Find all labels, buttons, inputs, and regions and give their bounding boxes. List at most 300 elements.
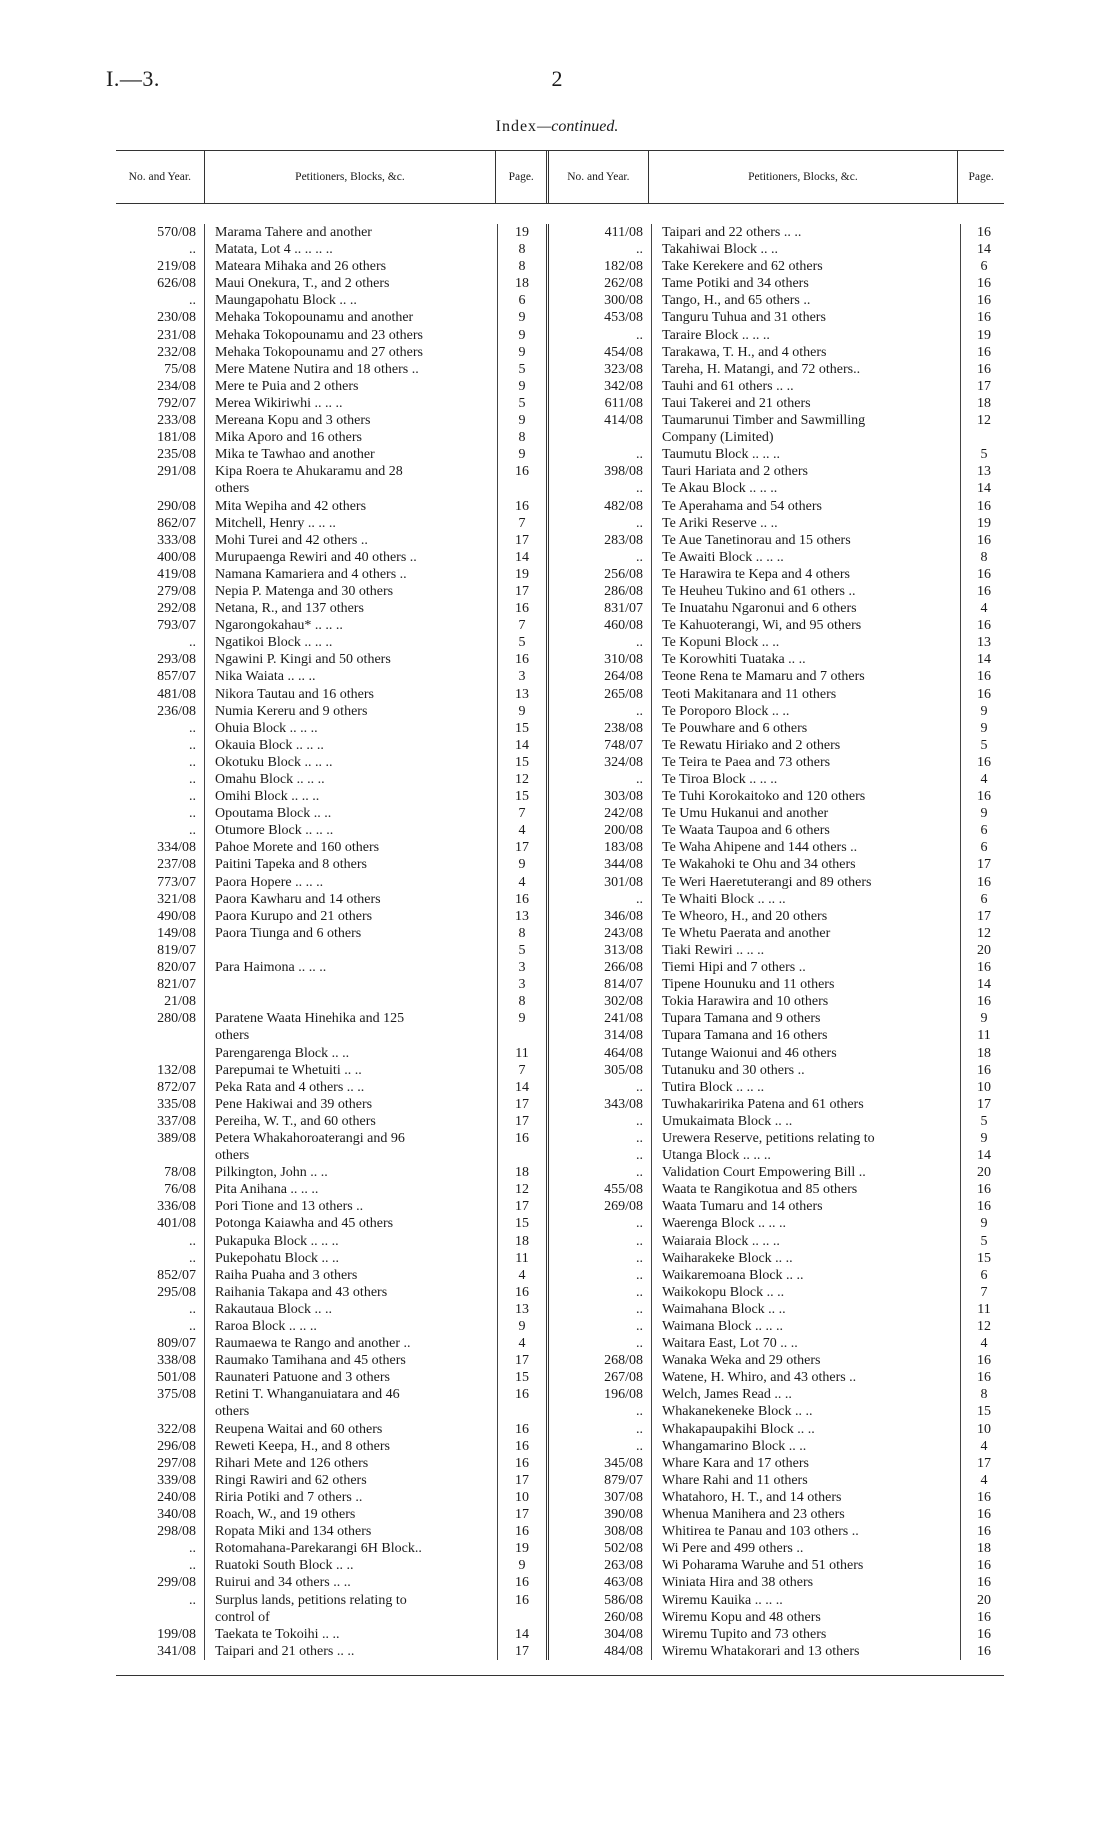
entry-text: Take Kerekere and 62 others bbox=[651, 258, 960, 275]
index-row bbox=[549, 395, 1007, 412]
entry-number: 862/07 bbox=[157, 515, 196, 531]
entry-text: Rotomahana-Parekarangi 6H Block.. bbox=[204, 1540, 497, 1557]
entry-number: 490/08 bbox=[157, 908, 196, 924]
header-page-right: Page. bbox=[957, 151, 1004, 203]
entry-number: .. bbox=[189, 1233, 196, 1249]
entry-number: 231/08 bbox=[157, 327, 196, 343]
entry-page: 9 bbox=[497, 1010, 546, 1027]
entry-text: Omihi Block .. .. .. bbox=[204, 788, 497, 805]
entry-number: 264/08 bbox=[604, 669, 643, 685]
entry-number: 290/08 bbox=[157, 498, 196, 514]
entry-number bbox=[549, 429, 651, 446]
entry-page: 17 bbox=[497, 839, 546, 856]
entry-number: .. bbox=[636, 772, 643, 787]
entry-text: Welch, James Read .. .. bbox=[651, 1386, 960, 1403]
entry-page: 16 bbox=[960, 344, 1007, 361]
entry-number: .. bbox=[636, 1336, 643, 1352]
entry-page: 14 bbox=[960, 241, 1007, 258]
index-row bbox=[549, 566, 1007, 583]
index-row bbox=[549, 1438, 1007, 1455]
entry-page: 14 bbox=[497, 1626, 546, 1643]
index-row bbox=[549, 429, 1007, 446]
entry-number: .. bbox=[636, 1438, 643, 1454]
entry-number: 310/08 bbox=[604, 652, 643, 668]
entry-text: Tame Potiki and 34 others bbox=[651, 275, 960, 292]
index-row bbox=[549, 856, 1007, 873]
index-row bbox=[116, 1233, 546, 1250]
entry-text: Okotuku Block .. .. .. bbox=[204, 754, 497, 771]
entry-number: 241/08 bbox=[604, 1011, 643, 1027]
index-row bbox=[116, 959, 546, 976]
entry-text: Te Kopuni Block .. .. bbox=[651, 634, 960, 651]
entry-page: 6 bbox=[960, 891, 1007, 908]
entry-page: 20 bbox=[960, 1164, 1007, 1181]
index-row bbox=[116, 378, 546, 395]
index-row bbox=[116, 1318, 546, 1335]
entry-text: Wiremu Tupito and 73 others bbox=[651, 1626, 960, 1643]
index-row bbox=[116, 771, 546, 788]
entry-page: 13 bbox=[497, 1301, 546, 1318]
entry-number: 337/08 bbox=[157, 1113, 196, 1129]
entry-text: Tutanuku and 30 others .. bbox=[651, 1062, 960, 1079]
entry-text: Maui Onekura, T., and 2 others bbox=[204, 275, 497, 292]
entry-number: 819/07 bbox=[157, 942, 196, 958]
index-row bbox=[549, 412, 1007, 429]
entry-text: Whare Kara and 17 others bbox=[651, 1455, 960, 1472]
index-row bbox=[116, 1403, 546, 1420]
entry-text: Matata, Lot 4 .. .. .. .. bbox=[204, 241, 497, 258]
index-row bbox=[549, 327, 1007, 344]
entry-page: 16 bbox=[497, 1592, 546, 1609]
entry-page: 9 bbox=[497, 1557, 546, 1574]
index-row bbox=[549, 839, 1007, 856]
entry-number: 501/08 bbox=[157, 1370, 196, 1386]
index-row bbox=[549, 737, 1007, 754]
index-row bbox=[116, 1421, 546, 1438]
entry-number: 586/08 bbox=[604, 1592, 643, 1608]
entry-number bbox=[116, 1609, 204, 1626]
entry-number: 345/08 bbox=[604, 1455, 643, 1471]
entry-text: Whitirea te Panau and 103 others .. bbox=[651, 1523, 960, 1540]
entry-number: 454/08 bbox=[604, 344, 643, 360]
entry-page: 9 bbox=[497, 378, 546, 395]
index-row bbox=[116, 1164, 546, 1181]
entry-number: 268/08 bbox=[604, 1353, 643, 1369]
entry-page: 16 bbox=[960, 1489, 1007, 1506]
index-row bbox=[116, 634, 546, 651]
entry-number: 814/07 bbox=[604, 977, 643, 993]
entry-text: Paora Tiunga and 6 others bbox=[204, 925, 497, 942]
entry-text: Retini T. Whanganuiatara and 46 bbox=[204, 1386, 497, 1403]
entry-text: Pukapuka Block .. .. .. bbox=[204, 1233, 497, 1250]
index-row bbox=[549, 1027, 1007, 1044]
index-row bbox=[116, 1335, 546, 1352]
entry-page: 18 bbox=[497, 1164, 546, 1181]
entry-page: 9 bbox=[960, 1010, 1007, 1027]
entry-text: Mika Aporo and 16 others bbox=[204, 429, 497, 446]
entry-number: 283/08 bbox=[604, 532, 643, 548]
entry-text: others bbox=[204, 1403, 497, 1420]
entry-number: 414/08 bbox=[604, 413, 643, 429]
index-row bbox=[549, 1181, 1007, 1198]
index-row bbox=[549, 1352, 1007, 1369]
index-row bbox=[116, 600, 546, 617]
entry-number: 482/08 bbox=[604, 498, 643, 514]
entry-text: Tarakawa, T. H., and 4 others bbox=[651, 344, 960, 361]
entry-number: .. bbox=[189, 1558, 196, 1574]
index-row bbox=[549, 1267, 1007, 1284]
index-row bbox=[549, 1062, 1007, 1079]
index-row bbox=[116, 446, 546, 463]
entry-page: 12 bbox=[960, 1318, 1007, 1335]
entry-number: .. bbox=[636, 635, 643, 651]
index-row bbox=[116, 344, 546, 361]
entry-text: Whare Rahi and 11 others bbox=[651, 1472, 960, 1489]
entry-page: 11 bbox=[960, 1301, 1007, 1318]
entry-number: 302/08 bbox=[604, 994, 643, 1010]
entry-text: Ringi Rawiri and 62 others bbox=[204, 1472, 497, 1489]
entry-page: 16 bbox=[497, 1130, 546, 1147]
index-row bbox=[549, 1113, 1007, 1130]
page-title bbox=[0, 118, 1114, 136]
entry-page: 9 bbox=[497, 1318, 546, 1335]
entry-number: 265/08 bbox=[604, 686, 643, 702]
entry-page: 16 bbox=[497, 891, 546, 908]
entry-text: Para Haimona .. .. .. bbox=[204, 959, 497, 976]
index-row bbox=[116, 361, 546, 378]
entry-page: 18 bbox=[497, 1233, 546, 1250]
entry-number: .. bbox=[189, 1319, 196, 1334]
entry-number: 132/08 bbox=[157, 1062, 196, 1078]
entry-text: Mere Matene Nutira and 18 others .. bbox=[204, 361, 497, 378]
entry-number: 237/08 bbox=[157, 857, 196, 873]
entry-number: 305/08 bbox=[604, 1062, 643, 1078]
entry-number: 334/08 bbox=[157, 840, 196, 856]
entry-number: 820/07 bbox=[157, 960, 196, 976]
entry-text: Tauri Hariata and 2 others bbox=[651, 463, 960, 480]
entry-page: 16 bbox=[960, 275, 1007, 292]
entry-page: 16 bbox=[497, 600, 546, 617]
entry-number: 626/08 bbox=[157, 276, 196, 292]
index-row bbox=[116, 1438, 546, 1455]
entry-page: 16 bbox=[960, 1198, 1007, 1215]
entry-number: 455/08 bbox=[604, 1182, 643, 1198]
entry-text bbox=[204, 993, 497, 1010]
entry-text: Pereiha, W. T., and 60 others bbox=[204, 1113, 497, 1130]
entry-number: 460/08 bbox=[604, 618, 643, 634]
index-row bbox=[549, 309, 1007, 326]
entry-text: Winiata Hira and 38 others bbox=[651, 1574, 960, 1591]
entry-text: Tupara Tamana and 9 others bbox=[651, 1010, 960, 1027]
entry-page: 18 bbox=[960, 1045, 1007, 1062]
index-table bbox=[116, 150, 1004, 1660]
entry-text: Te Inuatahu Ngaronui and 6 others bbox=[651, 600, 960, 617]
index-row bbox=[549, 668, 1007, 685]
index-row bbox=[549, 891, 1007, 908]
entry-page: 9 bbox=[497, 703, 546, 720]
entry-text: Rihari Mete and 126 others bbox=[204, 1455, 497, 1472]
entry-text: Taipari and 21 others .. .. bbox=[204, 1643, 497, 1660]
entry-number bbox=[116, 1027, 204, 1044]
title-prefix: Index bbox=[495, 118, 538, 135]
index-row bbox=[549, 224, 1007, 241]
entry-page: 9 bbox=[497, 327, 546, 344]
entry-number: 339/08 bbox=[157, 1472, 196, 1488]
index-row bbox=[549, 720, 1007, 737]
entry-number: 235/08 bbox=[157, 447, 196, 463]
index-row bbox=[549, 1574, 1007, 1591]
entry-text: Wanaka Weka and 29 others bbox=[651, 1352, 960, 1369]
entry-page: 17 bbox=[497, 1472, 546, 1489]
entry-number: 336/08 bbox=[157, 1199, 196, 1215]
entry-number: 297/08 bbox=[157, 1455, 196, 1471]
entry-number: .. bbox=[189, 293, 196, 309]
index-row bbox=[549, 583, 1007, 600]
index-row bbox=[116, 498, 546, 515]
entry-page: 4 bbox=[497, 1335, 546, 1352]
entry-number: 304/08 bbox=[604, 1626, 643, 1642]
entry-page: 6 bbox=[960, 1267, 1007, 1284]
index-row bbox=[116, 686, 546, 703]
page-number: 2 bbox=[551, 66, 563, 91]
entry-page: 8 bbox=[960, 1386, 1007, 1403]
index-row bbox=[116, 1250, 546, 1267]
entry-text: Netana, R., and 137 others bbox=[204, 600, 497, 617]
entry-number: .. bbox=[636, 515, 643, 531]
entry-number: 280/08 bbox=[157, 1011, 196, 1027]
entry-number: 300/08 bbox=[604, 293, 643, 309]
index-row bbox=[116, 412, 546, 429]
entry-number: .. bbox=[636, 1233, 643, 1249]
entry-text: Watene, H. Whiro, and 43 others .. bbox=[651, 1369, 960, 1386]
index-row bbox=[116, 429, 546, 446]
index-row bbox=[549, 1096, 1007, 1113]
entry-page: 9 bbox=[497, 446, 546, 463]
entry-page: 3 bbox=[497, 668, 546, 685]
index-row bbox=[116, 1096, 546, 1113]
entry-page: 16 bbox=[960, 874, 1007, 891]
entry-text: Te Waha Ahipene and 144 others .. bbox=[651, 839, 960, 856]
entry-page: 11 bbox=[497, 1250, 546, 1267]
entry-number: 219/08 bbox=[157, 259, 196, 275]
entry-number: 243/08 bbox=[604, 925, 643, 941]
index-row bbox=[116, 566, 546, 583]
entry-text: Wi Poharama Waruhe and 51 others bbox=[651, 1557, 960, 1574]
entry-text: Wi Pere and 499 others .. bbox=[651, 1540, 960, 1557]
entry-text: Mika te Tawhao and another bbox=[204, 446, 497, 463]
index-row bbox=[549, 1609, 1007, 1626]
entry-number: 230/08 bbox=[157, 310, 196, 326]
index-row bbox=[549, 361, 1007, 378]
entry-page: 16 bbox=[960, 566, 1007, 583]
index-row bbox=[116, 258, 546, 275]
entry-text: Teoti Makitanara and 11 others bbox=[651, 686, 960, 703]
entry-page: 17 bbox=[960, 856, 1007, 873]
entry-text: Tuwhakaririka Patena and 61 others bbox=[651, 1096, 960, 1113]
entry-page: 4 bbox=[960, 1438, 1007, 1455]
entry-page: 16 bbox=[960, 309, 1007, 326]
entry-page: 16 bbox=[960, 754, 1007, 771]
index-row bbox=[116, 993, 546, 1010]
index-row bbox=[116, 515, 546, 532]
entry-text: Omahu Block .. .. .. bbox=[204, 771, 497, 788]
index-row bbox=[549, 344, 1007, 361]
index-row bbox=[116, 241, 546, 258]
entry-number: 748/07 bbox=[604, 737, 643, 753]
entry-text: Te Tuhi Korokaitoko and 120 others bbox=[651, 788, 960, 805]
header-no-year-left: No. and Year. bbox=[128, 171, 191, 183]
entry-page: 11 bbox=[960, 1027, 1007, 1044]
index-row bbox=[549, 617, 1007, 634]
entry-page: 9 bbox=[960, 703, 1007, 720]
index-row bbox=[549, 976, 1007, 993]
entry-number: .. bbox=[189, 1301, 196, 1317]
entry-text: Okauia Block .. .. .. bbox=[204, 737, 497, 754]
entry-number: 390/08 bbox=[604, 1507, 643, 1523]
entry-text: Tiaki Rewiri .. .. .. bbox=[651, 942, 960, 959]
entry-number: 484/08 bbox=[604, 1643, 643, 1659]
entry-text: Wiremu Kopu and 48 others bbox=[651, 1609, 960, 1626]
entry-page: 16 bbox=[960, 1352, 1007, 1369]
entry-page: 11 bbox=[497, 1045, 546, 1062]
index-column-left bbox=[116, 224, 546, 1660]
entry-page: 16 bbox=[960, 224, 1007, 241]
entry-text: Taipari and 22 others .. .. bbox=[651, 224, 960, 241]
entry-text: Te Akau Block .. .. .. bbox=[651, 480, 960, 497]
index-row bbox=[549, 1643, 1007, 1660]
entry-page: 17 bbox=[497, 1113, 546, 1130]
index-row bbox=[549, 275, 1007, 292]
index-row bbox=[549, 805, 1007, 822]
entry-page: 13 bbox=[497, 686, 546, 703]
entry-number: 240/08 bbox=[157, 1489, 196, 1505]
index-row bbox=[116, 532, 546, 549]
entry-text bbox=[204, 942, 497, 959]
entry-text: Raunateri Patuone and 3 others bbox=[204, 1369, 497, 1386]
entry-number: .. bbox=[189, 1592, 196, 1608]
index-row bbox=[549, 703, 1007, 720]
entry-number: 296/08 bbox=[157, 1438, 196, 1454]
entry-text: Ngarongokahau* .. .. .. bbox=[204, 617, 497, 634]
entry-text: Takahiwai Block .. .. bbox=[651, 241, 960, 258]
entry-text: Tutira Block .. .. .. bbox=[651, 1079, 960, 1096]
index-row bbox=[549, 1403, 1007, 1420]
entry-text: Waikokopu Block .. .. bbox=[651, 1284, 960, 1301]
entry-text: Ngatikoi Block .. .. .. bbox=[204, 634, 497, 651]
entry-number: 149/08 bbox=[157, 925, 196, 941]
entry-number: .. bbox=[636, 1421, 643, 1437]
entry-text: Waata Tumaru and 14 others bbox=[651, 1198, 960, 1215]
entry-text: Te Weri Haeretuterangi and 89 others bbox=[651, 874, 960, 891]
entry-number: 857/07 bbox=[157, 669, 196, 685]
index-row bbox=[549, 754, 1007, 771]
entry-number: 314/08 bbox=[604, 1028, 643, 1044]
entry-text: Waerenga Block .. .. .. bbox=[651, 1215, 960, 1232]
entry-text: Waikaremoana Block .. .. bbox=[651, 1267, 960, 1284]
entry-number: 852/07 bbox=[157, 1267, 196, 1283]
entry-number: 773/07 bbox=[157, 874, 196, 890]
index-row bbox=[549, 1198, 1007, 1215]
index-row bbox=[116, 292, 546, 309]
entry-page: 7 bbox=[497, 515, 546, 532]
entry-number: .. bbox=[189, 789, 196, 805]
entry-page: 6 bbox=[960, 839, 1007, 856]
index-row bbox=[116, 480, 546, 497]
entry-page: 10 bbox=[960, 1079, 1007, 1096]
index-row bbox=[116, 1267, 546, 1284]
entry-page: 16 bbox=[960, 788, 1007, 805]
entry-text: Teone Rena te Mamaru and 7 others bbox=[651, 668, 960, 685]
entry-page: 16 bbox=[960, 1523, 1007, 1540]
entry-text: Pahoe Morete and 160 others bbox=[204, 839, 497, 856]
entry-page: 17 bbox=[960, 908, 1007, 925]
entry-page: 7 bbox=[497, 805, 546, 822]
header-petitioners-left: Petitioners, Blocks, &c. bbox=[204, 151, 496, 203]
index-row bbox=[549, 822, 1007, 839]
document-reference: I.—3. bbox=[106, 66, 160, 91]
entry-number: .. bbox=[189, 737, 196, 753]
entry-number: .. bbox=[636, 1267, 643, 1283]
entry-text: Tipene Hounuku and 11 others bbox=[651, 976, 960, 993]
entry-page: 5 bbox=[960, 1113, 1007, 1130]
entry-text bbox=[204, 976, 497, 993]
entry-page bbox=[497, 1403, 546, 1420]
entry-text: Te Umu Hukanui and another bbox=[651, 805, 960, 822]
entry-page: 16 bbox=[960, 498, 1007, 515]
entry-number: .. bbox=[189, 720, 196, 736]
index-column-right bbox=[546, 224, 1007, 1660]
entry-number: 256/08 bbox=[604, 566, 643, 582]
entry-text: Te Whetu Paerata and another bbox=[651, 925, 960, 942]
entry-page: 9 bbox=[960, 720, 1007, 737]
entry-number: .. bbox=[189, 754, 196, 770]
entry-number: 502/08 bbox=[604, 1541, 643, 1557]
entry-page: 17 bbox=[960, 1096, 1007, 1113]
entry-text: others bbox=[204, 1027, 497, 1044]
entry-text: Waata te Rangikotua and 85 others bbox=[651, 1181, 960, 1198]
entry-number: 453/08 bbox=[604, 310, 643, 326]
entry-text: Te Wheoro, H., and 20 others bbox=[651, 908, 960, 925]
entry-text: Ngawini P. Kingi and 50 others bbox=[204, 651, 497, 668]
entry-page: 4 bbox=[960, 600, 1007, 617]
index-row bbox=[549, 480, 1007, 497]
entry-text: Raroa Block .. .. .. bbox=[204, 1318, 497, 1335]
entry-number: .. bbox=[636, 481, 643, 497]
entry-number: 196/08 bbox=[604, 1387, 643, 1403]
entry-page: 7 bbox=[497, 1062, 546, 1079]
entry-text: Numia Kereru and 9 others bbox=[204, 703, 497, 720]
entry-number: 341/08 bbox=[157, 1643, 196, 1659]
entry-text: Mita Wepiha and 42 others bbox=[204, 498, 497, 515]
entry-page: 16 bbox=[497, 1284, 546, 1301]
entry-page: 10 bbox=[497, 1489, 546, 1506]
index-row bbox=[116, 651, 546, 668]
entry-page: 5 bbox=[497, 942, 546, 959]
entry-text: Paora Kurupo and 21 others bbox=[204, 908, 497, 925]
entry-text: Riria Potiki and 7 others .. bbox=[204, 1489, 497, 1506]
entry-text: Namana Kamariera and 4 others .. bbox=[204, 566, 497, 583]
entry-page: 16 bbox=[960, 1506, 1007, 1523]
entry-text: Whenua Manihera and 23 others bbox=[651, 1506, 960, 1523]
entry-text: Tupara Tamana and 16 others bbox=[651, 1027, 960, 1044]
entry-number: 411/08 bbox=[604, 225, 643, 240]
entry-page: 16 bbox=[497, 463, 546, 480]
entry-text: Te Heuheu Tukino and 61 others .. bbox=[651, 583, 960, 600]
entry-text: Tanguru Tuhua and 31 others bbox=[651, 309, 960, 326]
entry-page: 6 bbox=[960, 258, 1007, 275]
entry-page: 7 bbox=[960, 1284, 1007, 1301]
entry-text: Te Tiroa Block .. .. .. bbox=[651, 771, 960, 788]
